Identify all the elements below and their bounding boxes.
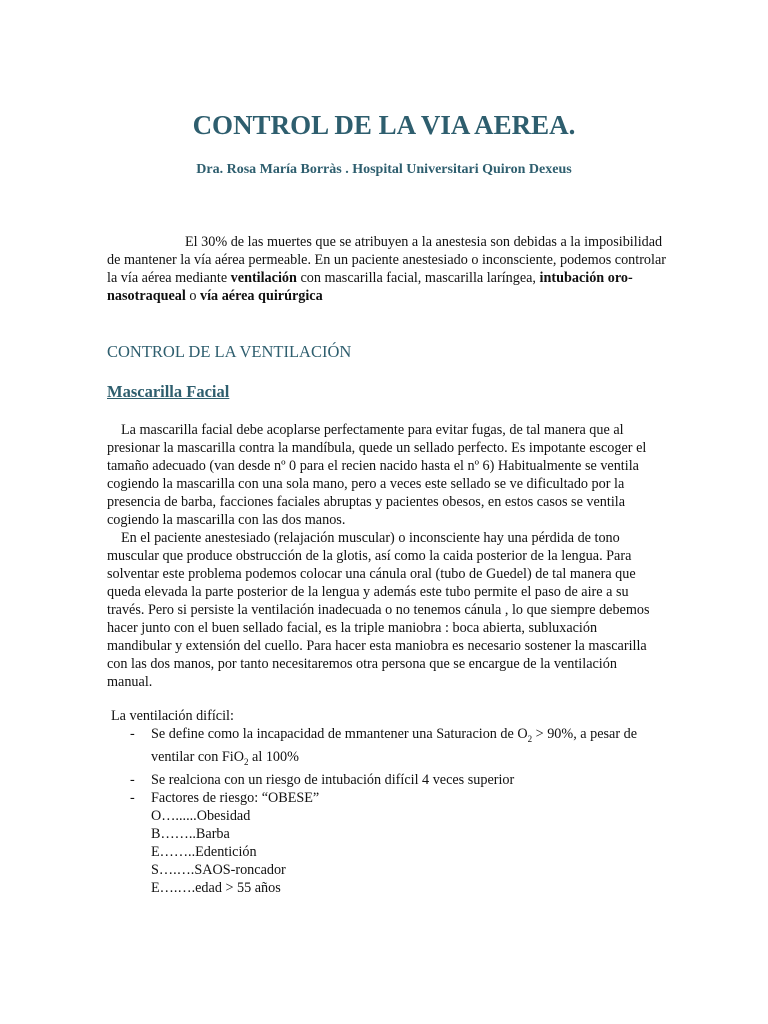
- risk-factor: B……..Barba: [151, 825, 230, 842]
- item-3-text: Factores de riesgo: “OBESE”: [151, 789, 320, 806]
- list-intro: La ventilación difícil:: [111, 708, 234, 724]
- difficult-ventilation-list: [107, 707, 667, 897]
- risk-factor: O…......Obesidad: [151, 807, 251, 824]
- intro-bold-intubacion: intubación oro-nasotraqueal: [107, 270, 633, 304]
- risk-factor: E……..Edentición: [151, 843, 257, 860]
- subscript: 2: [244, 756, 249, 767]
- dash-bullet: -: [130, 726, 135, 742]
- subscript: 2: [527, 733, 533, 744]
- section-heading: CONTROL DE LA VENTILACIÓN: [107, 342, 352, 361]
- paragraph: La mascarilla facial debe acoplarse perfectamente para evitar fugas, de tal manera que al presionar la mascarilla contra la mandíbula, quede un sellado perfecto. Es impotante escoger el tamaño adecuado (van desde nº 0 para el recien nacido hasta el nº 6) Habitualmente se ventila cogiendo la mascarilla con una sola mano, pero a veces este sellado se ve dificultado por la presencia de barba, facciones faciales abruptas y pacientes obesos, en estos casos se ventila cogiendo la mascarilla con las dos manos.: [107, 422, 647, 528]
- page-title: CONTROL DE LA VIA AEREA.: [192, 110, 576, 140]
- item-1-text-c: al 100%: [248, 748, 299, 765]
- author-line: Dra. Rosa María Borràs . Hospital Universitari Quiron Dexeus: [196, 162, 572, 177]
- intro-paragraph: [107, 233, 667, 305]
- dash-bullet: -: [130, 771, 135, 788]
- item-2-text: Se realciona con un riesgo de intubación difícil 4 veces superior: [151, 771, 515, 788]
- dash-bullet: -: [130, 789, 135, 806]
- item-1-text-b: > 90%, a pesar de ventilar con FiO: [151, 726, 638, 765]
- item-1-text-a: Se define como la incapacidad de mmantener una Saturacion de O: [151, 726, 528, 742]
- paragraph: En el paciente anestesiado (relajación muscular) o inconsciente hay una pérdida de tono muscular que produce obstrucción de la glotis, así como la caida posterior de la lengua. Para solventar este problema podemos colocar una cánula oral (tubo de Guedel) de tal manera que queda elevada la parte posterior de la lengua y además este tubo permite el paso de aire a su través. Pero si persiste la ventilación inadecuada o no tenemos cánula , lo que siempre debemos hacer junto con el buen sellado facial, es la triple maniobra : boca abierta, subluxación mandibular y extensión del cuello. Para hacer esta maniobra es necesario sostener la mascarilla con las dos manos, por tanto necesitaremos otra persona que se encargue de la ventilación manual.: [107, 530, 650, 690]
- intro-text-3: o: [185, 288, 201, 304]
- intro-bold-quirurgica: vía aérea quirúrgica: [200, 288, 323, 304]
- list-item: [107, 725, 667, 771]
- intro-text-2: con mascarilla facial, mascarilla laríngea,: [296, 270, 540, 286]
- intro-text-1: El 30% de las muertes que se atribuyen a la anestesia son debidas a la imposibilidad de mantener la vía aérea permeable. En un paciente anestesiado o inconsciente, podemos controlar la vía aérea mediante: [107, 234, 666, 286]
- risk-factor: S….….SAOS-roncador: [151, 861, 286, 878]
- body-text: [107, 421, 662, 691]
- list-item: [107, 771, 667, 789]
- intro-bold-ventilacion: ventilación: [230, 270, 297, 286]
- risk-factor: E….….edad > 55 años: [151, 879, 281, 896]
- subsection-heading: Mascarilla Facial: [107, 382, 230, 401]
- list-item: [107, 789, 667, 807]
